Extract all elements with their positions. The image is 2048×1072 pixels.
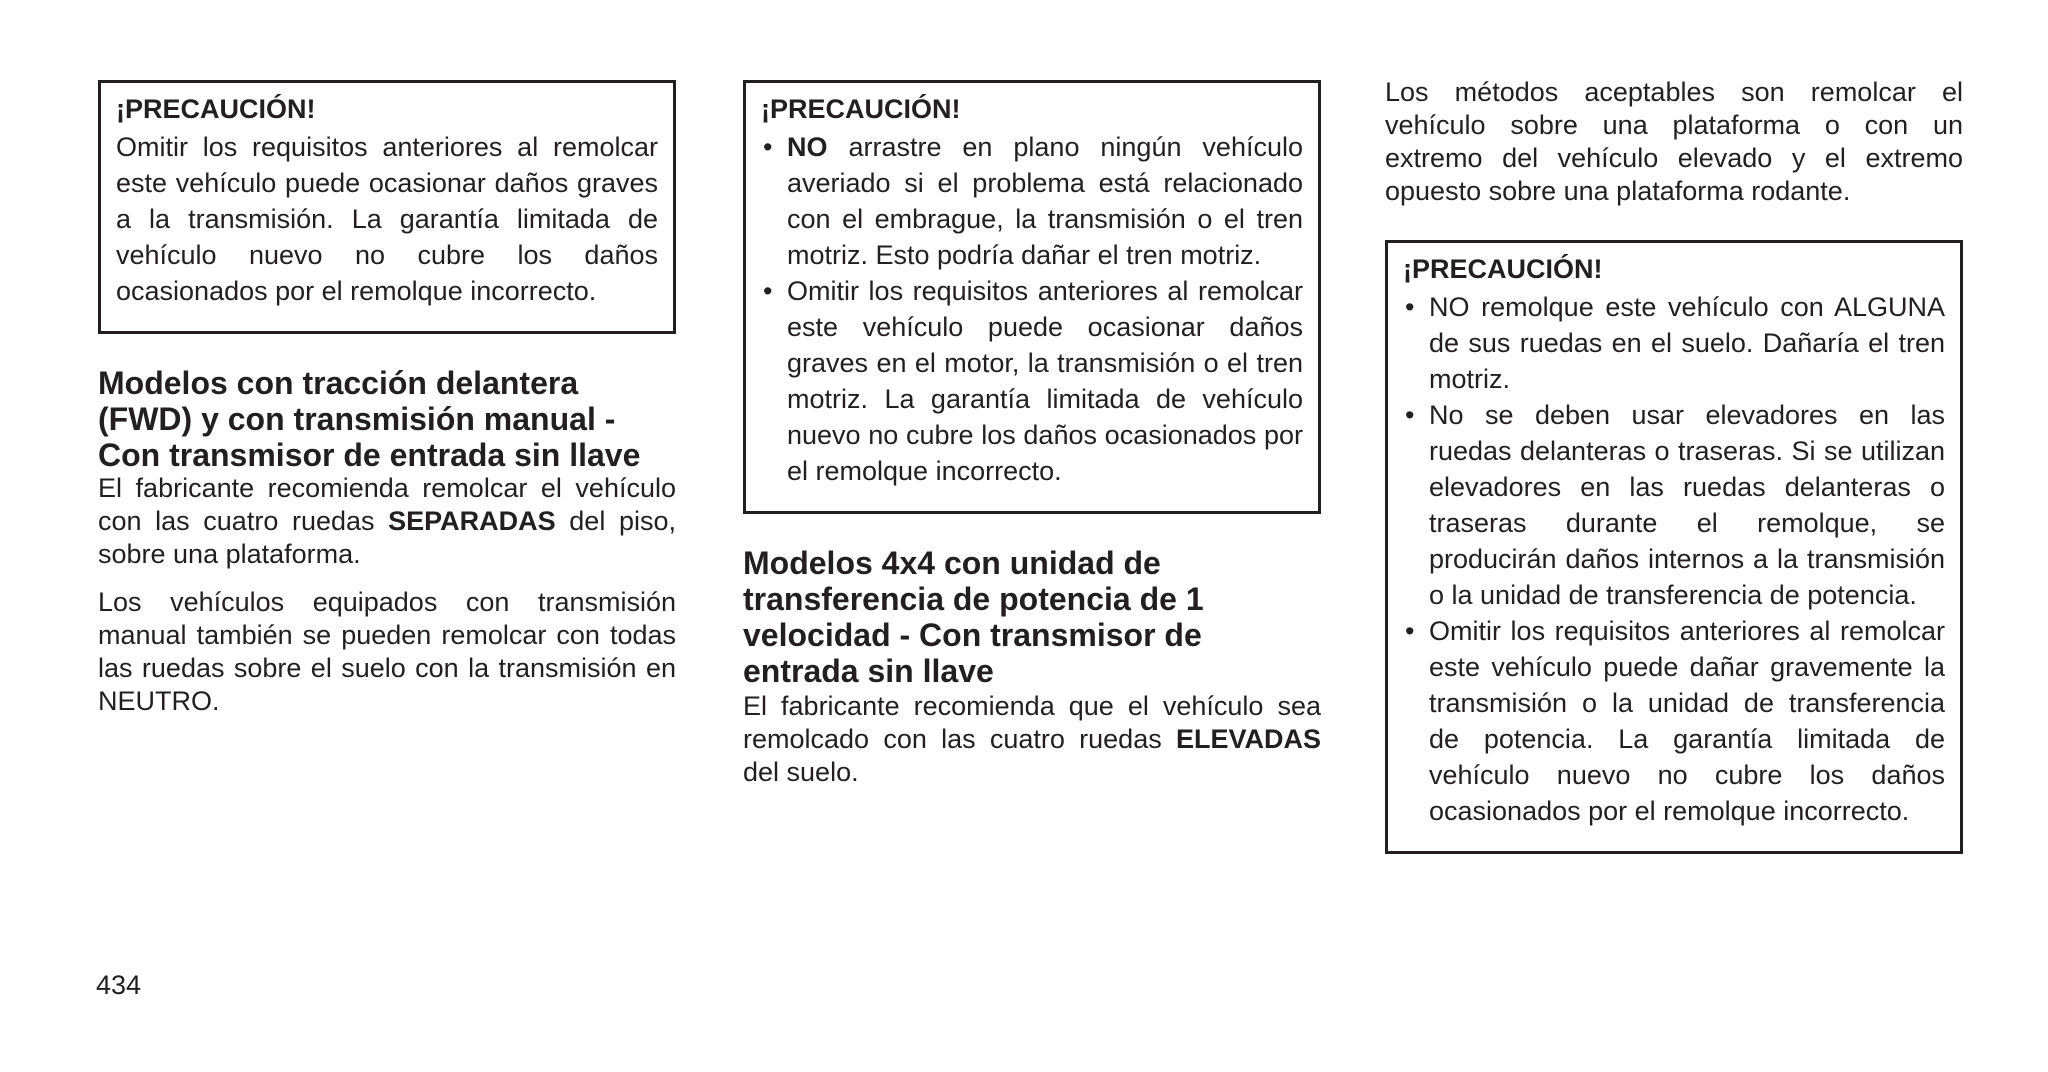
caution-box-2 (743, 80, 1321, 514)
fwd-paragraph-1-emphasis: SEPARADAS (388, 506, 556, 536)
4x4-paragraph-1-emphasis: ELEVADAS (1175, 724, 1321, 754)
caution-title: ¡PRECAUCIÓN! (116, 94, 316, 124)
caution-item-text: No se deben usar elevadores en las ruedas delanteras o traseras. Si se utilizan elevadores en las ruedas delanteras o traseras durante el remolque, se producirán daños internos a la transmisión o la unidad de transferencia de potencia. (1429, 400, 1945, 610)
caution-item-text: arrastre en plano ningún vehículo averiado si el problema está relacionado con el embrague, la transmisión o el tren motriz. Esto podría dañar el tren motriz. (787, 132, 1303, 270)
caution-list-item (1403, 397, 1945, 613)
4x4-paragraph-1-text-b: del suelo. (743, 757, 859, 787)
caution-box-1 (98, 80, 676, 334)
bullet-icon: • (763, 276, 773, 306)
fwd-paragraph-1-text-a: El fabricante recomienda remolcar el vehículo con las cuatro ruedas (98, 473, 676, 536)
caution-list-item (1403, 289, 1945, 397)
caution-list (761, 129, 1303, 489)
caution-list-item (761, 129, 1303, 273)
page-number: 434 (96, 970, 142, 1000)
caution-title: ¡PRECAUCIÓN! (1403, 254, 1603, 284)
caution-title: ¡PRECAUCIÓN! (761, 94, 961, 124)
caution-list-item (1403, 613, 1945, 829)
fwd-paragraph-1-text-b: del piso, sobre una plataforma. (98, 506, 676, 569)
section-heading-4x4: Modelos 4x4 con unidad de transferencia de potencia de 1 velocidad - Con transmisor de entrada sin llave (743, 545, 1204, 689)
bullet-icon: • (1405, 400, 1415, 430)
section-heading-fwd: Modelos con tracción delantera (FWD) y con transmisión manual - Con transmisor de entrada sin llave (98, 365, 641, 473)
fwd-paragraph-2: Los vehículos equipados con transmisión manual también se pueden remolcar con todas las ruedas sobre el suelo con la transmisión en NEUTRO. (98, 587, 676, 716)
bullet-icon: • (1405, 616, 1415, 646)
bullet-icon: • (1405, 292, 1415, 322)
bullet-icon: • (763, 132, 773, 162)
caution-item-text: Omitir los requisitos anteriores al remolcar este vehículo puede ocasionar daños graves en el motor, la transmisión o el tren motriz. La garantía limitada de vehículo nuevo no cubre los daños ocasionados por el remolque incorrecto. (787, 276, 1303, 486)
4x4-paragraph-1-text-a: El fabricante recomienda que el vehículo sea remolcado con las cuatro ruedas (743, 691, 1321, 754)
caution-list-item (761, 273, 1303, 489)
fwd-paragraph-1 (98, 472, 676, 571)
4x4-paragraph-1 (743, 690, 1321, 789)
caution-list (1403, 289, 1945, 829)
caution-item-text: Omitir los requisitos anteriores al remolcar este vehículo puede dañar gravemente la transmisión o la unidad de transferencia de potencia. La garantía limitada de vehículo nuevo no cubre los daños ocasionados por el remolque incorrecto. (1429, 616, 1945, 826)
caution-text: Omitir los requisitos anteriores al remolcar este vehículo puede ocasionar daños graves a la transmisión. La garantía limitada de vehículo nuevo no cubre los daños ocasionados por el remolque incorrecto. (116, 132, 658, 306)
caution-box-3 (1385, 240, 1963, 854)
methods-paragraph: Los métodos aceptables son remolcar el vehículo sobre una plataforma o con un extremo del vehículo elevado y el extremo opuesto sobre una plataforma rodante. (1385, 77, 1963, 206)
caution-emphasis: NO (787, 132, 828, 162)
caution-item-text: NO remolque este vehículo con ALGUNA de sus ruedas en el suelo. Dañaría el tren motriz. (1429, 292, 1945, 394)
